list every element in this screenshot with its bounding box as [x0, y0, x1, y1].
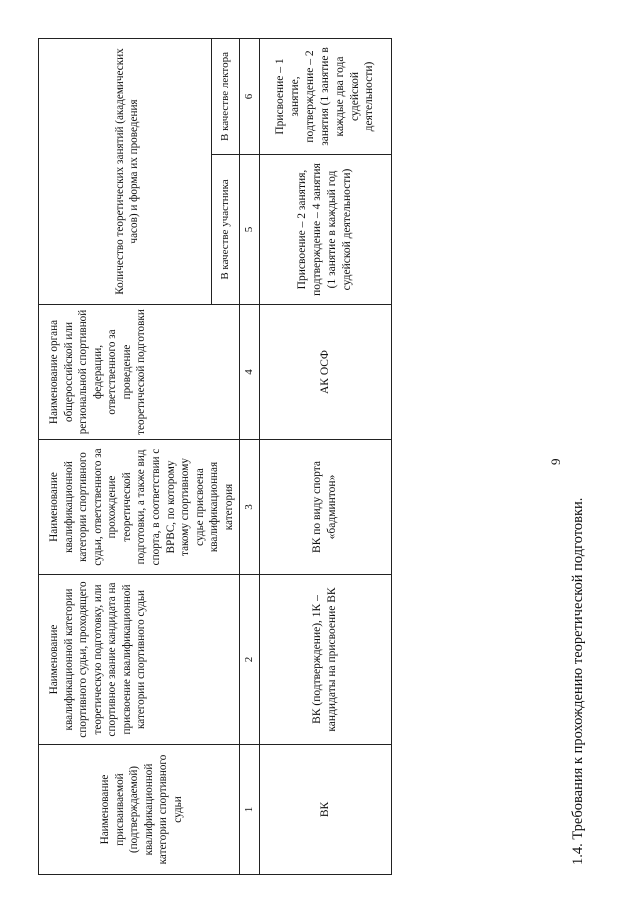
col-number-2: 2 — [240, 575, 259, 745]
row-col6: Присвоение – 1 занятие, подтверждение – 2 занятия (1 занятие в каждые два года судейской деятельности) — [259, 38, 391, 154]
header-col6: В качестве лектора — [211, 38, 240, 154]
header-col3: Наименование квалификационной категории спортивного судьи, ответственного за прохождение теоретической подготовки, а также вид спорта, в соответствии с ВРВС, по которому такому спортивному судье присвоена квалификационная категория — [39, 440, 240, 575]
numbers-row — [240, 38, 259, 874]
row-col4: АК ОСФ — [259, 305, 391, 440]
header-col56: Количество теоретических занятий (академических часов) и форма их проведения — [39, 38, 212, 304]
header-col1: Наименование присваиваемой (подтверждаемой) квалификационной категории спортивного судьи — [39, 745, 240, 875]
page-number: 9 — [548, 458, 563, 465]
row-col1: ВК — [259, 745, 391, 875]
row-col2: ВК (подтверждение), 1К – кандидаты на присвоение ВК — [259, 575, 391, 745]
header-col2: Наименование квалификационной категории спортивного судьи, проходящего теоретическую подготовку, или спортивное звание кандидата на присвоение квалификационной категории спортивного судьи — [39, 575, 240, 745]
col-number-4: 4 — [240, 305, 259, 440]
header-row — [39, 38, 212, 874]
col-number-5: 5 — [240, 155, 259, 305]
row-col5: Присвоение – 2 занятия, подтверждение – 4 занятия (1 занятие в каждый год судейской деятельности) — [259, 155, 391, 305]
col-number-3: 3 — [240, 440, 259, 575]
header-col4: Наименование органа общероссийской или региональной спортивной федерации, ответственного за проведение теоретической подготовки — [39, 305, 240, 440]
row-col3: ВК по виду спорта «бадминтон» — [259, 440, 391, 575]
col-number-6: 6 — [240, 38, 259, 154]
section-title: 1.4. Требования к прохождению теоретической подготовки. — [570, 497, 586, 865]
header-col5: В качестве участника — [211, 155, 240, 305]
col-number-1: 1 — [240, 745, 259, 875]
table-row — [259, 38, 391, 874]
requirements-table — [38, 38, 392, 875]
